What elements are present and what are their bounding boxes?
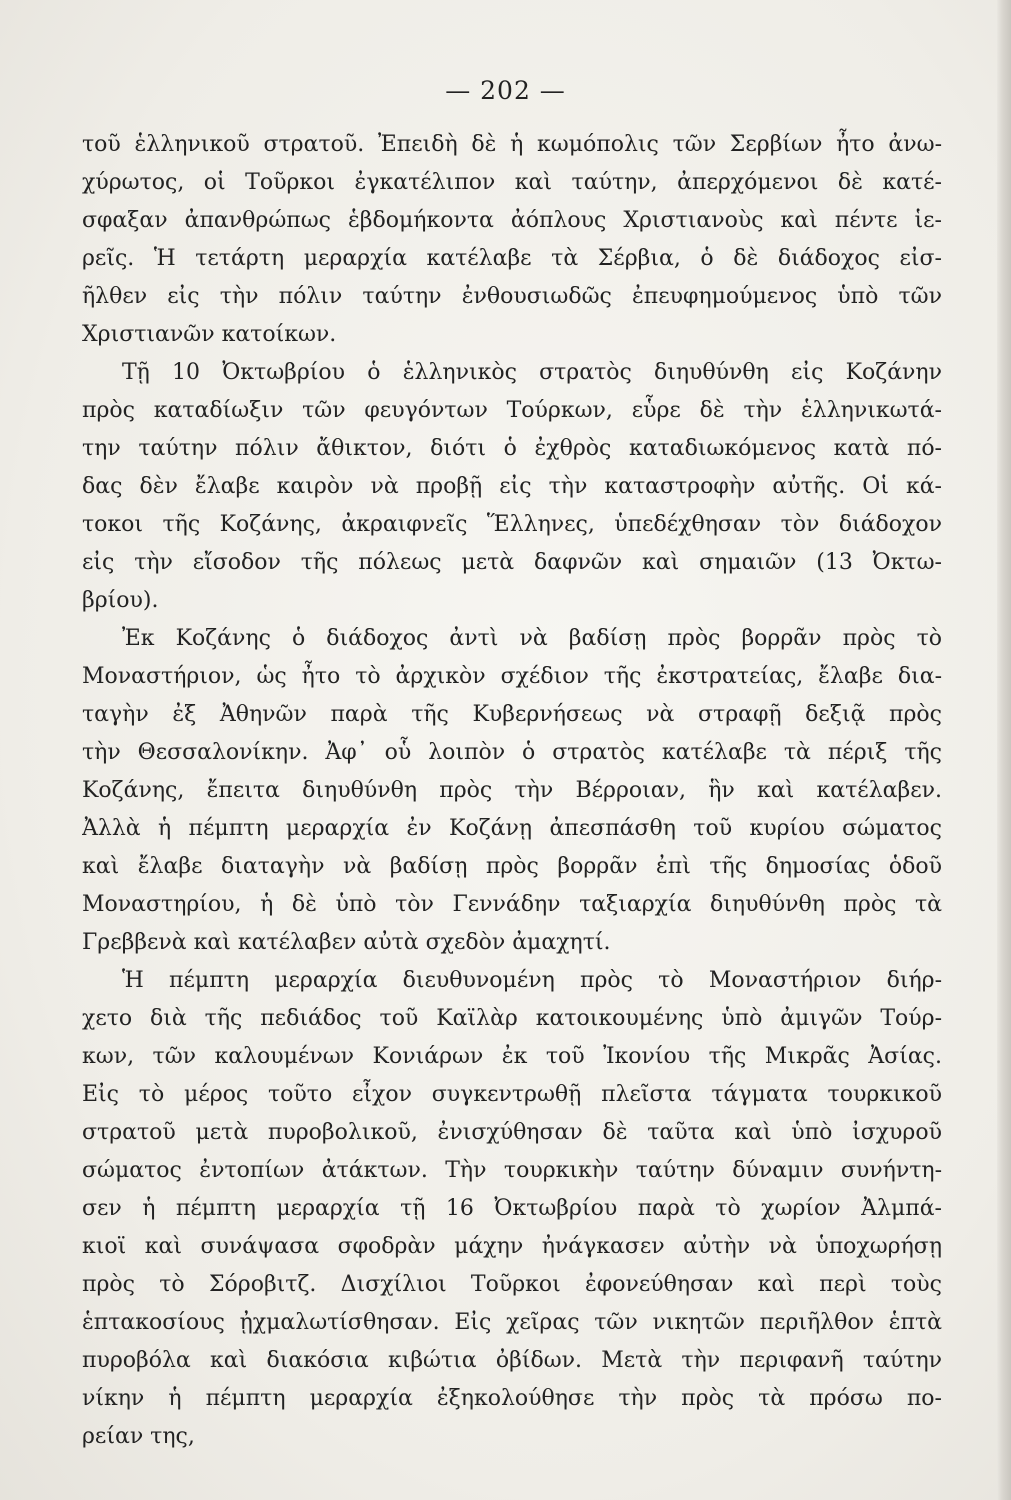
text-line: Ἀλλὰ ἡ πέμπτη μεραρχία ἐν Κοζάνῃ ἀπεσπάσθη τοῦ κυρίου σώματος (82, 816, 942, 841)
text-line: πρὸς τὸ Σόροβιτζ. Δισχίλιοι Τοῦρκοι ἐφονεύθησαν καὶ περὶ τοὺς (82, 1272, 942, 1297)
text-line: τοκοι τῆς Κοζάνης, ἀκραιφνεῖς Ἕλληνες, ὑπεδέχθησαν τὸν διάδοχον (82, 512, 942, 537)
text-line: ρεῖς. Ἡ τετάρτη μεραρχία κατέλαβε τὰ Σέρβια, ὁ δὲ διάδοχος εἰσ- (82, 246, 942, 271)
text-line: σεν ἡ πέμπτη μεραρχία τῇ 16 Ὀκτωβρίου παρὰ τὸ χωρίον Ἀλμπά- (82, 1196, 942, 1221)
text-line: κιοϊ καὶ συνάψασα σφοδρὰν μάχην ἠνάγκασεν αὐτὴν νὰ ὑποχωρήσῃ (82, 1234, 942, 1259)
text-line: ῆλθεν εἰς τὴν πόλιν ταύτην ἐνθουσιωδῶς ἐπευφημούμενος ὑπὸ τῶν (82, 284, 942, 309)
text-line: πυροβόλα καὶ διακόσια κιβώτια ὀβίδων. Μετὰ τὴν περιφανῆ ταύτην (82, 1348, 942, 1373)
text-line: τὴν Θεσσαλονίκην. Ἀφ᾽ οὗ λοιπὸν ὁ στρατὸς κατέλαβε τὰ πέριξ τῆς (82, 740, 942, 765)
text-line: Τῇ 10 Ὀκτωβρίου ὁ ἑλληνικὸς στρατὸς διηυθύνθη εἰς Κοζάνην (122, 360, 942, 385)
text-line: καὶ ἔλαβε διαταγὴν νὰ βαδίσῃ πρὸς βορρᾶν ἐπὶ τῆς δημοσίας ὁδοῦ (82, 854, 942, 879)
text-line: τοῦ ἑλληνικοῦ στρατοῦ. Ἐπειδὴ δὲ ἡ κωμόπολις τῶν Σερβίων ἦτο ἀνω- (82, 132, 942, 157)
text-line: χετο διὰ τῆς πεδιάδος τοῦ Καϊλὰρ κατοικουμένης ὑπὸ ἀμιγῶν Τούρ- (82, 1006, 942, 1031)
text-line: σφαξαν ἀπανθρώπως ἑβδομήκοντα ἀόπλους Χριστιανοὺς καὶ πέντε ἱε- (82, 208, 942, 233)
text-line: δας δὲν ἔλαβε καιρὸν νὰ προβῇ εἰς τὴν καταστροφὴν αὐτῆς. Οἱ κά- (82, 474, 942, 499)
text-line: ρείαν της, (82, 1424, 195, 1449)
text-line: Ἡ πέμπτη μεραρχία διευθυνομένη πρὸς τὸ Μοναστήριον διήρ- (122, 968, 942, 993)
text-line: ἑπτακοσίους ᾐχμαλωτίσθησαν. Εἰς χεῖρας τῶν νικητῶν περιῆλθον ἑπτὰ (82, 1310, 942, 1335)
text-line: στρατοῦ μετὰ πυροβολικοῦ, ἐνισχύθησαν δὲ ταῦτα καὶ ὑπὸ ἰσχυροῦ (82, 1120, 942, 1145)
text-line: Χριστιανῶν κατοίκων. (82, 322, 337, 347)
page-number: — 202 — (445, 76, 566, 105)
text-line: Κοζάνης, ἔπειτα διηυθύνθη πρὸς τὴν Βέρροιαν, ἣν καὶ κατέλαβεν. (82, 778, 942, 803)
body-text (82, 126, 942, 1456)
text-line: χύρωτος, οἱ Τοῦρκοι ἐγκατέλιπον καὶ ταύτην, ἀπερχόμενοι δὲ κατέ- (82, 170, 942, 195)
text-line: Γρεββενὰ καὶ κατέλαβεν αὐτὰ σχεδὸν ἀμαχητί. (82, 930, 611, 955)
page-edge (997, 0, 1011, 1500)
text-line: Ἐκ Κοζάνης ὁ διάδοχος ἀντὶ νὰ βαδίσῃ πρὸς βορρᾶν πρὸς τὸ (122, 626, 942, 651)
text-line: πρὸς καταδίωξιν τῶν φευγόντων Τούρκων, εὗρε δὲ τὴν ἑλληνικωτά- (82, 398, 942, 423)
text-line: νίκην ἡ πέμπτη μεραρχία ἐξηκολούθησε τὴν πρὸς τὰ πρόσω πο- (82, 1386, 942, 1411)
text-line: Μοναστήριον, ὡς ἦτο τὸ ἀρχικὸν σχέδιον τῆς ἐκστρατείας, ἔλαβε δια- (82, 664, 942, 689)
text-line: ταγὴν ἐξ Ἀθηνῶν παρὰ τῆς Κυβερνήσεως νὰ στραφῇ δεξιᾷ πρὸς (82, 702, 942, 727)
text-line: κων, τῶν καλουμένων Κονιάρων ἐκ τοῦ Ἰκονίου τῆς Μικρᾶς Ἀσίας. (82, 1044, 942, 1069)
text-line: Μοναστηρίου, ἡ δὲ ὑπὸ τὸν Γεννάδην ταξιαρχία διηυθύνθη πρὸς τὰ (82, 892, 942, 917)
text-line: βρίου). (82, 588, 159, 613)
text-line: την ταύτην πόλιν ἄθικτον, διότι ὁ ἐχθρὸς καταδιωκόμενος κατὰ πό- (82, 436, 942, 461)
text-line: Εἰς τὸ μέρος τοῦτο εἶχον συγκεντρωθῇ πλεῖστα τάγματα τουρκικοῦ (82, 1082, 942, 1107)
text-line: εἰς τὴν εἴσοδον τῆς πόλεως μετὰ δαφνῶν καὶ σημαιῶν (13 Ὀκτω- (82, 550, 942, 575)
text-line: σώματος ἐντοπίων ἀτάκτων. Τὴν τουρκικὴν ταύτην δύναμιν συνήντη- (82, 1158, 942, 1183)
